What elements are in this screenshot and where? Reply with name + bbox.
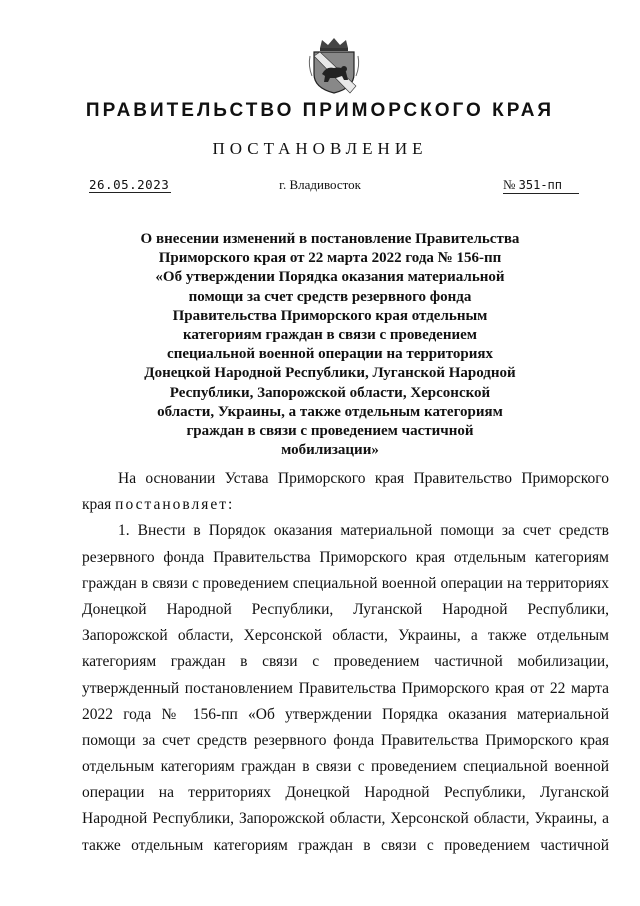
title-line: граждан в связи с проведением частичной: [186, 423, 474, 440]
paragraph-line: Запорожской области, Херсонской области, Украины, а также отдельным: [82, 627, 609, 645]
title-line: помощи за счет средств резервного фонда: [188, 288, 472, 305]
document-type: ПОСТАНОВЛЕНИЕ: [212, 139, 428, 158]
paragraph-line: граждан в связи с проведением специальной военной операции на территориях: [82, 574, 609, 592]
title-line: категориям граждан в связи с проведением: [182, 327, 477, 344]
organization-title: ПРАВИТЕЛЬСТВО ПРИМОРСКОГО КРАЯ: [85, 100, 555, 121]
document-number: [503, 177, 579, 194]
title-line: Приморского края от 22 марта 2022 года № 156-пп: [158, 250, 502, 267]
number-sign: №: [503, 177, 516, 192]
document-date: 26.05.2023: [89, 177, 170, 192]
title-line: Республики, Запорожской области, Херсонской: [169, 384, 491, 401]
paragraph-line: Донецкой Народной Республики, Луганской Народной Республики,: [82, 600, 609, 618]
title-line: «Об утверждении Порядка оказания материальной: [155, 269, 505, 286]
paragraph-line: помощи за счет средств резервного фонда Правительства Приморского края: [82, 731, 609, 749]
paragraph-line: На основании Устава Приморского края Правительство Приморского: [118, 470, 609, 487]
title-line: области, Украины, а также отдельным категориям: [157, 403, 503, 420]
title-line: специальной военной операции на территориях: [167, 346, 493, 363]
paragraph-text: края: [82, 496, 116, 514]
number-value: 351-пп: [518, 178, 563, 192]
paragraph-line: резервного фонда Правительства Приморского края отдельным категориям: [82, 548, 609, 566]
title-line: мобилизации»: [281, 442, 379, 459]
paragraph-line: операции на территориях Донецкой Народной Республики, Луганской: [82, 784, 609, 802]
coat-of-arms-emblem: [300, 36, 368, 94]
document-body: [82, 466, 609, 859]
title-line: О внесении изменений в постановление Правительства: [140, 231, 520, 247]
paragraph-line: категориям граждан в связи с проведением частичной мобилизации,: [82, 653, 609, 671]
paragraph-line: Народной Республики, Запорожской области, Херсонской области, Украины, а: [82, 810, 609, 828]
paragraph-line: [82, 492, 609, 518]
paragraph-line: 1. Внести в Порядок оказания материальной помощи за счет средств: [118, 522, 609, 540]
paragraph-line: также отдельным категориям граждан в связи с проведением частичной: [82, 836, 609, 854]
document-city: г. Владивосток: [279, 177, 361, 192]
document-title: [120, 230, 540, 460]
decree-keyword: постановляет:: [115, 496, 235, 514]
title-line: Донецкой Народной Республики, Луганской Народной: [144, 365, 516, 382]
paragraph-line: 2022 года № 156-пп «Об утверждении Порядка оказания материальной: [82, 705, 609, 723]
paragraph-line: утвержденный постановлением Правительства Приморского края от 22 марта: [82, 679, 609, 697]
title-line: Правительства Приморского края отдельным: [172, 307, 488, 324]
paragraph-line: отдельным категориям граждан в связи с проведением специальной военной: [82, 758, 609, 776]
